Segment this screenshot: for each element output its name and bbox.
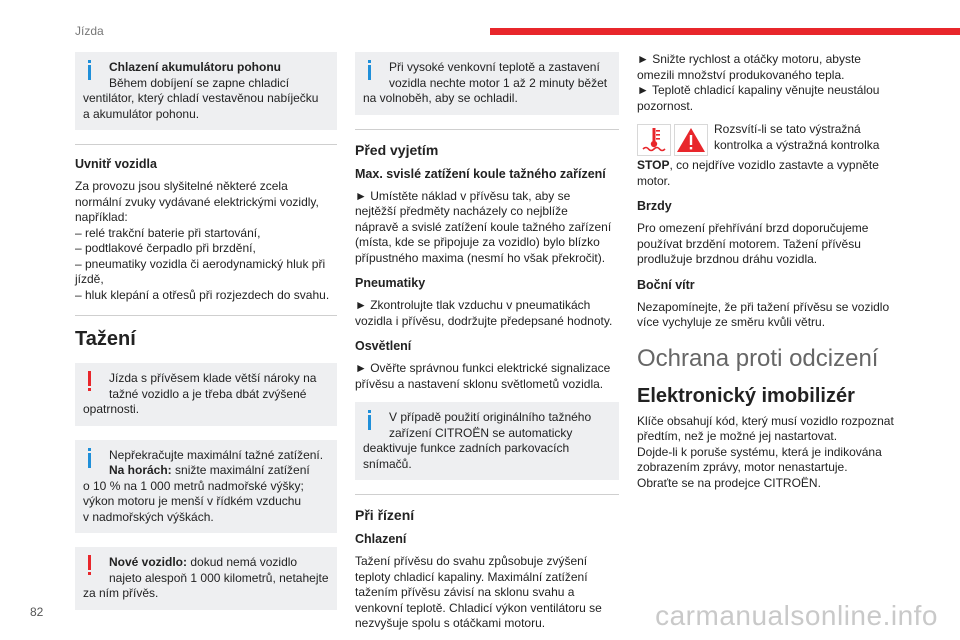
note-text: snímačů. — [363, 456, 412, 471]
info-note-max-load: Nepřekračujte maximální tažné zatížení. Na horách: snižte maximální zatížení o 10 % na 1 000 metrů nadmořské výšky; výkon motoru je menší v řídkém vzduchu v nadmořských výškách. — [75, 440, 337, 534]
note-text: tažné vozidlo a je třeba dbát zvýšené — [109, 386, 307, 401]
note-text: Jízda s přívěsem klade větší nároky na — [109, 371, 317, 385]
warning-lamp-paragraph — [637, 122, 899, 158]
note-text: V případě použití originálního tažného — [389, 410, 592, 424]
paragraph: Klíče obsahují kód, který musí vozidlo rozpoznat předtím, než je možné jej nastartovat. Dojde-li k poruše systému, která je indikována zobrazením zprávy, motor nenastartuje. Obraťte se na prodejce CITROËN. — [637, 413, 894, 490]
info-icon — [83, 448, 97, 470]
paragraph: Nezapomínejte, že při tažení přívěsu se vozidlo více vychyluje ze směru kvůli větru. — [637, 299, 890, 329]
note-text: o 10 % na 1 000 metrů nadmořské výšky; — [83, 478, 304, 493]
note-bold: Na horách: — [109, 463, 172, 477]
divider — [75, 144, 337, 145]
paragraph: Za provozu jsou slyšitelné některé zcela normální zvuky vydávané elektrickými vozidly, například: – relé trakční baterie při startování, – podtlakové čerpadlo při brzdění, – pneumatiky vozidla či aerodynamický hluk při jízdě, – hluk klepání a otřesů při rozjezdech do svahu. — [75, 179, 330, 302]
note-bold: Nové vozidlo: — [109, 555, 188, 569]
section-heading-towing: Tažení — [75, 328, 136, 350]
note-text: najeto alespoň 1 000 kilometrů, netahejte — [109, 570, 329, 585]
divider — [355, 494, 619, 495]
info-note-parking-sensors — [355, 402, 619, 480]
subheading-lights: Osvětlení — [355, 339, 412, 353]
note-text: a akumulátor pohonu. — [83, 106, 200, 121]
note-text: deaktivuje funkce zadních parkovacích — [363, 441, 570, 455]
section-heading-interior: Uvnitř vozidla — [75, 157, 157, 171]
warning-exclamation-icon — [83, 371, 97, 393]
note-text: Nepřekračujte maximální tažné zatížení. — [109, 447, 324, 462]
subheading-brakes: Brzdy — [637, 199, 672, 213]
warning-note-new-vehicle: Nové vozidlo: dokud nemá vozidlo najeto alespoň 1 000 kilometrů, netahejte za ním přívěs. — [75, 547, 337, 610]
note-text: ventilátor, který chladí vestavěnou nabíječku — [83, 91, 319, 105]
section-heading-while-driving: Při řízení — [355, 507, 415, 523]
paragraph: ► Ověřte správnou funkci elektrické signalizace přívěsu a nastavení sklonu světlometů vozidla. — [355, 361, 611, 391]
column-1 — [75, 52, 337, 624]
warning-triangle-icon — [674, 124, 708, 156]
note-text: na volnoběh, aby se ochladil. — [363, 91, 518, 105]
note-text: vozidla nechte motor 1 až 2 minuty běžet — [389, 75, 608, 90]
info-icon — [363, 60, 377, 82]
note-text: Během dobíjení se zapne chladicí — [109, 75, 290, 90]
paragraph: ► Zkontrolujte tlak vzduchu v pneumatikách vozidla i přívěsu, dodržujte předepsané hodnoty. — [355, 298, 613, 328]
note-text: za ním přívěs. — [83, 586, 159, 600]
divider — [75, 315, 337, 316]
note-text: v nadmořských výškách. — [83, 509, 214, 524]
paragraph: Pro omezení přehřívání brzd doporučujeme používat brzdění motorem. Tažení přívěsu prodlužuje brzdnou dráhu vozidla. — [637, 221, 869, 266]
subheading-crosswind: Boční vítr — [637, 277, 695, 292]
warning-note-towing — [75, 363, 337, 426]
paragraph: Tažení přívěsu do svahu způsobuje zvýšení teploty chladicí kapaliny. Maximální zatížení tažením přívěsu závisí na sklonu svahu a venkovní teplotě. Chladicí výkon ventilátoru se nezvyšuje spolu s otáčkami motoru. — [355, 554, 602, 630]
subheading-cooling: Chlazení — [355, 532, 407, 546]
coolant-temperature-warning-icon — [637, 124, 671, 156]
info-note-idle-cooling — [355, 52, 619, 115]
warning-exclamation-icon — [83, 555, 97, 577]
note-title: Chlazení akumulátoru pohonu — [109, 60, 282, 74]
subheading-max-load: Max. svislé zatížení koule tažného zařízení — [355, 166, 606, 181]
section-heading-immobiliser: Elektronický imobilizér — [637, 384, 855, 407]
page-number: 82 — [30, 605, 44, 619]
note-text: zařízení CITROËN se automaticky — [389, 425, 573, 440]
section-heading-before-departure: Před vyjetím — [355, 141, 439, 158]
paragraph: ► Snižte rychlost a otáčky motoru, abyste omezili množství produkovaného tepla. ► Teplotě chladicí kapaliny věnujte neustálou pozornost. — [637, 52, 880, 113]
note-text: opatrnosti. — [83, 402, 140, 416]
header-accent-bar — [490, 28, 960, 35]
column-3 — [637, 52, 899, 491]
info-icon — [363, 410, 377, 432]
watermark: carmanualsonline.info — [655, 600, 938, 631]
info-note-battery-cooling — [75, 52, 337, 130]
note-text: Při vysoké venkovní teplotě a zastavení — [389, 60, 600, 74]
paragraph: STOP, co nejdříve vozidlo zastavte a vypněte motor. — [637, 158, 879, 188]
info-icon — [83, 60, 97, 82]
running-header: Jízda — [75, 24, 104, 38]
paragraph: ► Umístěte náklad v přívěsu tak, aby se nejtěžší předměty nacházely co nejblíže nápravě a svislé zatížení koule tažného zařízení (místa, kde se připojuje za vozidlo) bylo blízko přípustného maxima (nesmí ho však překročit). — [355, 188, 612, 265]
divider — [355, 129, 619, 130]
section-heading-anti-theft: Ochrana proti odcizení — [637, 344, 879, 372]
paragraph: Rozsvítí-li se tato výstražná kontrolka a výstražná kontrolka — [714, 122, 880, 152]
subheading-tyres: Pneumatiky — [355, 276, 426, 290]
note-text: výkon motoru je menší v řídkém vzduchu — [83, 494, 302, 508]
column-2 — [355, 52, 619, 632]
stop-label: STOP — [637, 158, 670, 172]
